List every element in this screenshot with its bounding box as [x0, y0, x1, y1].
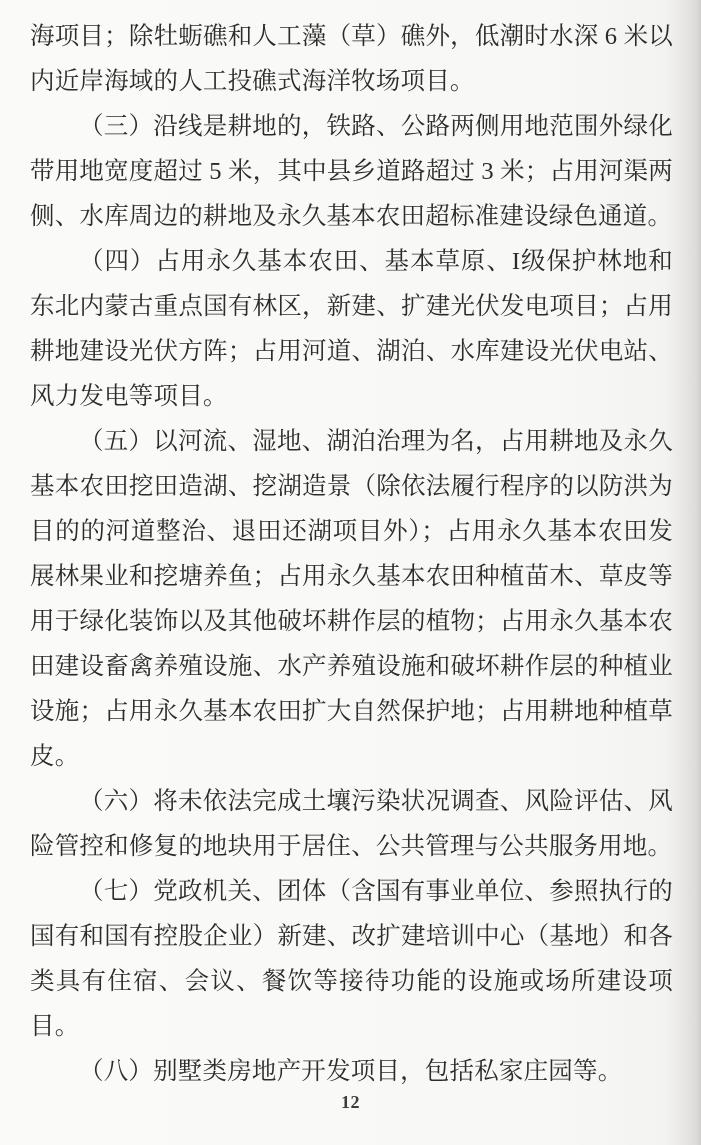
paragraph-item-8: （八）别墅类房地产开发项目，包括私家庄园等。 — [79, 1058, 623, 1085]
page-number: 12 — [341, 1092, 360, 1112]
paragraph-item-4: （四）占用永久基本农田、基本草原、I级保护林地和东北内蒙古重点国有林区，新建、扩建光伏发电项目；占用耕地建设光伏方阵；占用河道、湖泊、水库建设光伏电站、风力发电等项目。 — [30, 248, 673, 410]
document-body — [30, 14, 673, 1094]
paragraph-item-7: （七）党政机关、团体（含国有事业单位、参照执行的国有和国有控股企业）新建、改扩建培训中心（基地）和各类具有住宿、会议、餐饮等接待功能的设施或场所建设项目。 — [30, 878, 673, 1040]
paragraph-item-6: （六）将未依法完成土壤污染状况调查、风险评估、风险管控和修复的地块用于居住、公共管理与公共服务用地。 — [30, 788, 673, 860]
paragraph-item-5: （五）以河流、湿地、湖泊治理为名，占用耕地及永久基本农田挖田造湖、挖湖造景（除依法履行程序的以防洪为目的的河道整治、退田还湖项目外）；占用永久基本农田发展林果业和挖塘养鱼；占用永久基本农田种植苗木、草皮等用于绿化装饰以及其他破坏耕作层的植物；占用永久基本农田建设畜禽养殖设施、水产养殖设施和破坏耕作层的种植业设施；占用永久基本农田扩大自然保护地；占用耕地种植草皮。 — [30, 428, 673, 770]
paragraph-item-3: （三）沿线是耕地的，铁路、公路两侧用地范围外绿化带用地宽度超过 5 米，其中县乡道路超过 3 米；占用河渠两侧、水库周边的耕地及永久基本农田超标准建设绿色通道。 — [30, 113, 673, 230]
paragraph-continuation: 海项目；除牡蛎礁和人工藻（草）礁外，低潮时水深 6 米以内近岸海域的人工投礁式海洋牧场项目。 — [30, 23, 673, 95]
page-footer — [0, 1092, 701, 1113]
